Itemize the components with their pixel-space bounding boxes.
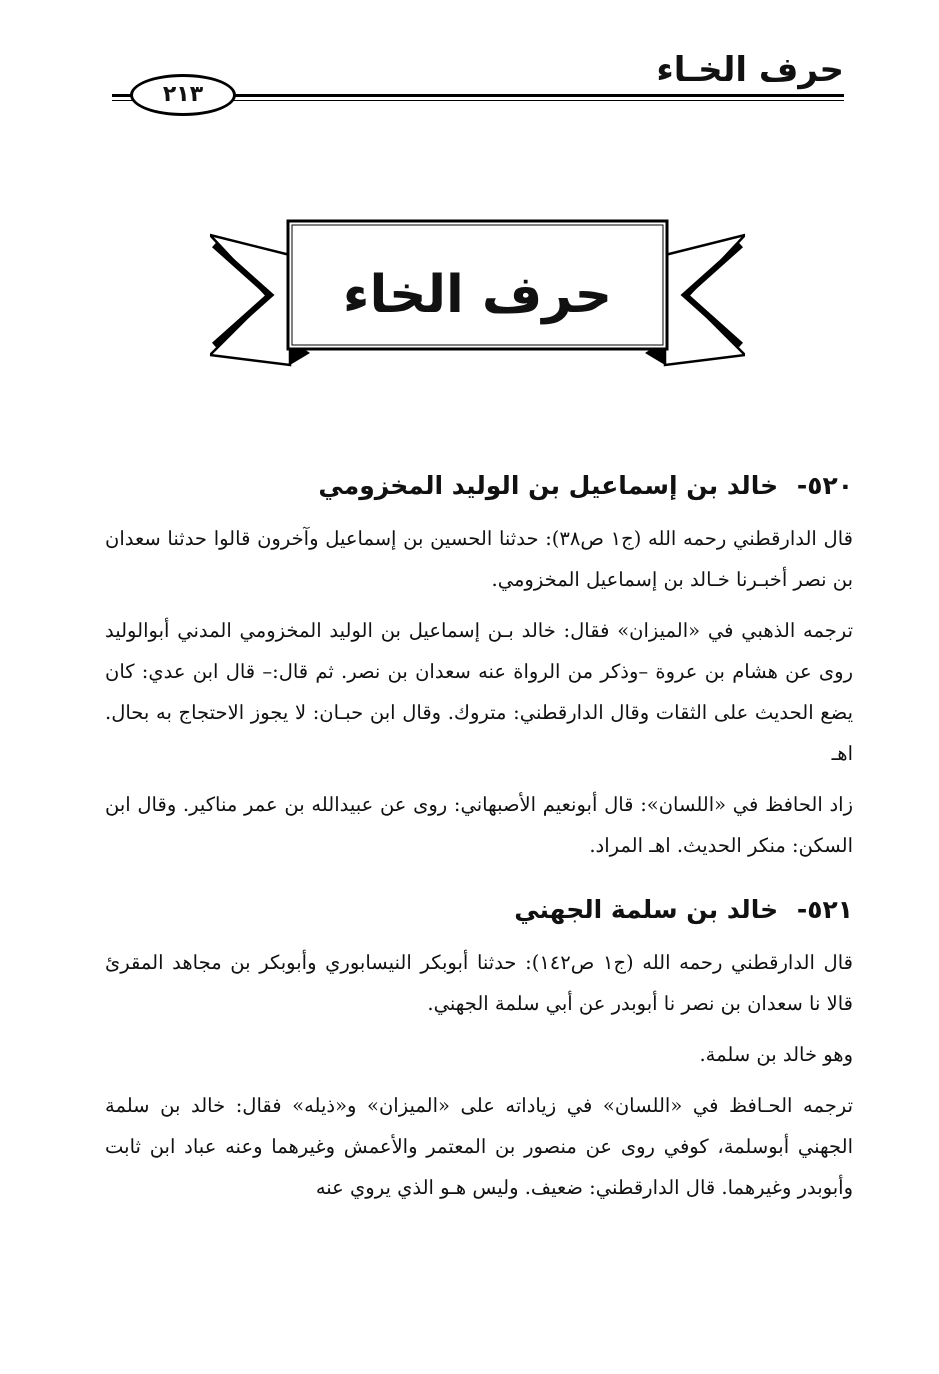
paragraph: ترجمه الحـافظ في «اللسان» في زياداته على «الميزان» و«ذيله» فقال: خالد بن سلمة الجهني أبوسلمة، كوفي روى عن منصور بن المعتمر والأعمش وغيرهما وعنه عباد ابن ثابت وأبوبدر وغيرهما. قال الدارقطني: ضعيف. وليس هـو الذي يروي عنه xyxy=(105,1094,853,1199)
chapter-title: حرف الخاء xyxy=(342,265,613,325)
spacer xyxy=(105,876,853,882)
entry-number: ٥٢١- xyxy=(796,895,853,924)
entry-heading xyxy=(105,466,853,506)
page-number: ٢١٣ xyxy=(130,74,236,116)
running-header xyxy=(112,50,844,105)
running-title: حرف الخـاء xyxy=(656,50,844,90)
paragraph: قال الدارقطني رحمه الله (ج١ ص٣٨): حدثنا الحسين بن إسماعيل وآخرون قالوا حدثنا سعدان بن نصر أخبـرنا خـالد بن إسماعيل المخزومي. xyxy=(105,527,853,591)
chapter-banner xyxy=(210,215,745,375)
entry-heading xyxy=(105,890,853,930)
page-content xyxy=(105,458,853,1218)
entry xyxy=(105,466,853,866)
entry-name: خالد بن سلمة الجهني xyxy=(514,895,779,924)
entry-name: خالد بن إسماعيل بن الوليد المخزومي xyxy=(318,471,779,500)
paragraph: زاد الحافظ في «اللسان»: قال أبونعيم الأصبهاني: روى عن عبيدالله بن عمر مناكير. وقال ابن السكن: منكر الحديث. اهـ المراد. xyxy=(105,793,853,857)
paragraph: وهو خالد بن سلمة. xyxy=(699,1043,853,1066)
paragraph: قال الدارقطني رحمه الله (ج١ ص١٤٢): حدثنا أبوبكر النيسابوري وأبوبكر بن مجاهد المقرئ قالا نا سعدان بن نصر نا أبوبدر عن أبي سلمة الجهني. xyxy=(105,951,853,1015)
entry xyxy=(105,890,853,1208)
paragraph: ترجمه الذهبي في «الميزان» فقال: خالد بـن إسماعيل بن الوليد المخزومي المدني أبوالوليد روى عن هشام بن عروة –وذكر من الرواة عنه سعدان بن نصر. ثم قال:– قال ابن عدي: كان يضع الحديث على الثقات وقال الدارقطني: متروك. وقال ابن حبـان: لا يجوز الاحتجاج به بحال. اهـ xyxy=(105,619,853,765)
entry-number: ٥٢٠- xyxy=(796,471,853,500)
